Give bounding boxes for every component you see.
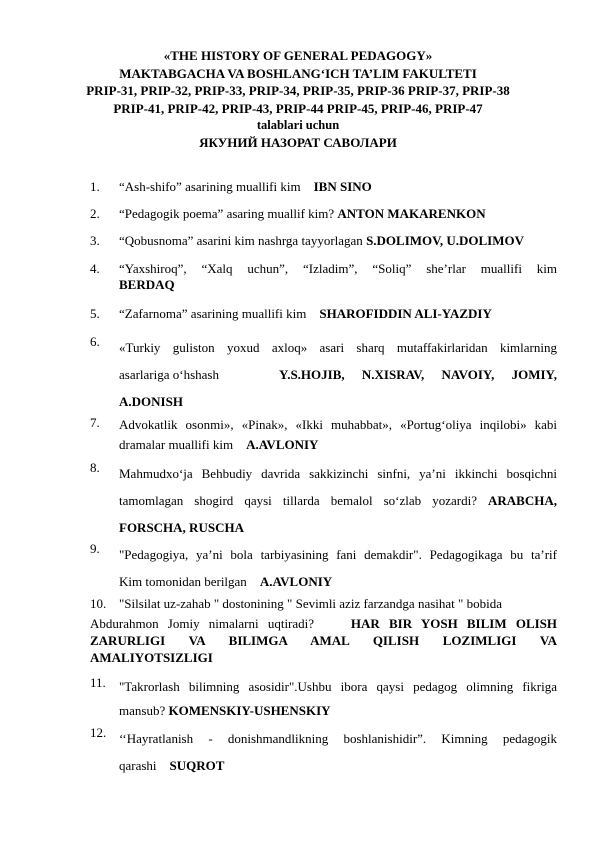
answer-text: ZARURLIGI VA BILIMGA AMAL QILISH LOZIMLIGI VA [90,633,557,648]
answer-text: IBN SINO [313,179,372,194]
question-prompt: mansub? [119,703,166,718]
answer-text: A.AVLONIY [259,574,333,589]
question-number: 7. [90,415,100,430]
answer-text: HAR BIR YOSH BILIM OLISH [350,616,558,631]
question-text [119,334,557,415]
question-prompt: tamomlagan shogird qaysi tillarda bemalol so‘zlab yozardi? [119,493,477,508]
question-prompt: qarashi [119,758,157,773]
question-number: 2. [90,206,100,221]
question-prompt: “Qobusnoma” asarini kim nashrga tayyorlagan [119,233,363,248]
question-prompt: "Silsilat uz-zahab " dostonining " Sevimli aziz farzandga nasihat " bobida [119,596,502,611]
question-prompt: “Yaxshiroq”, “Xalq uchun”, “Izladim”, “Soliq” she’rlar muallifi kim [119,261,557,276]
question-number: 5. [90,306,100,321]
question-prompt: "Takrorlash bilimning asosidir".Ushbu ibora qaysi pedagog olimning fikriga [119,679,557,694]
answer-text: AMALIYOTSIZLIGI [90,650,213,665]
faculty-name: MAKTABGACHA VA BOSHLANG‘ICH TA’LIM FAKULTETI [119,65,477,81]
question-prompt: Abdurahmon Jomiy nimalarni uqtiradi? [90,616,315,631]
question-prompt: Kim tomonidan berilgan [119,574,247,589]
answer-text: S.DOLIMOV, U.DOLIMOV [366,233,525,248]
question-number: 9. [90,541,100,556]
question-prompt: Mahmudxo‘ja Behbudiy davrida sakkizinchi sinfni, ya’ni ikkinchi bosqichni [119,466,557,481]
question-text [119,179,557,195]
question-text [119,306,557,322]
answer-text: FORSCHA, RUSCHA [119,520,244,535]
question-prompt: dramalar muallifi kim [119,437,234,452]
for-students-line: talablari uchun [256,118,340,132]
question-prompt: «Turkiy guliston yoxud axloq» asari sharq mutaffakirlaridan kimlarning [119,340,557,355]
question-prompt: ‘‘Hayratlanish - donishmandlikning boshlanishidir”. Kimning pedagogik [119,731,557,746]
question-text [119,541,557,595]
groups-line-2: PRIP-41, PRIP-42, PRIP-43, PRIP-44 PRIP-45, PRIP-46, PRIP-47 [113,100,483,116]
question-number: 4. [90,261,100,276]
question-prompt: “Pedagogik poema” asaring muallif kim? [119,206,335,221]
answer-text: SHAROFIDDIN ALI-YAZDIY [319,306,492,321]
question-number: 8. [90,460,100,475]
question-prompt: "Pedagogiya, ya’ni bola tarbiyasining fani demakdir". Pedagogikaga bu ta’rif [119,547,557,562]
answer-text: ARABCHA, [488,493,557,508]
answer-text: A.AVLONIY [246,437,319,452]
answer-text: Y.S.HOJIB, N.XISRAV, NAVOIY, JOMIY, [279,367,557,382]
answer-text: A.DONISH [119,394,183,409]
question-text [119,675,557,723]
question-answer-line [90,615,557,632]
course-title: «THE HISTORY OF GENERAL PEDAGOGY» [163,48,433,63]
question-text [119,233,557,249]
question-text [119,415,557,455]
question-number: 3. [90,233,100,248]
answer-text: ANTON MAKARENKON [337,206,486,221]
question-prompt: Advokatlik osonmi», «Pinak», «Ikki muhabbat», «Portug‘oliya inqilobi» kabi [119,417,557,432]
question-text [119,261,557,293]
question-text [119,460,557,541]
question-text [119,725,557,779]
question-answer-line [119,487,557,514]
question-answer-line [119,361,557,388]
question-number: 1. [90,179,100,194]
answer-text: SUQROT [169,758,225,773]
question-number: 11. [90,675,106,690]
exam-title: ЯКУНИЙ НАЗОРАТ САВОЛАРИ [199,135,397,150]
question-prompt: asarlariga o‘hshash [119,367,219,382]
question-prompt: “Zafarnoma” asarining muallifi kim [119,306,307,321]
question-number: 6. [90,334,100,349]
question-continuation [90,615,557,666]
groups-line-1: PRIP-31, PRIP-32, PRIP-33, PRIP-34, PRIP-35, PRIP-36 PRIP-37, PRIP-38 [86,83,510,98]
question-text [119,206,557,222]
answer-text: KOMENSKIY-USHENSKIY [168,703,331,718]
document-header [60,47,536,152]
question-number: 10. [90,596,107,611]
answer-text: BERDAQ [119,277,175,292]
question-prompt: “Ash-shifo” asarining muallifi kim [119,179,301,194]
question-number: 12. [90,725,107,740]
